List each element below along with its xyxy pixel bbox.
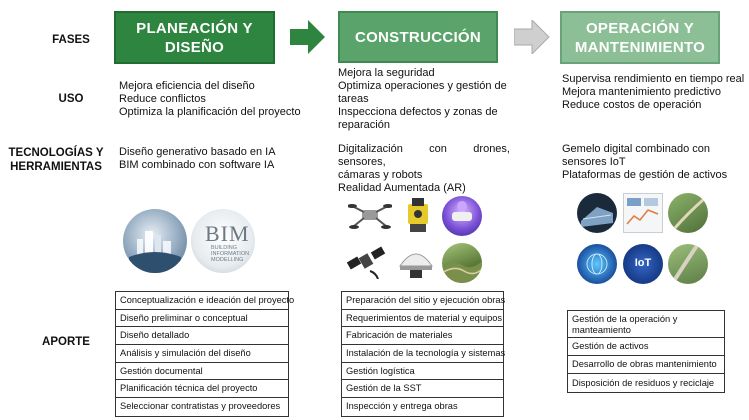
row-label-tecnologias-line1: TECNOLOGÍAS Y xyxy=(8,147,104,159)
uso-construccion xyxy=(338,67,510,132)
uso-construccion-line: reparación xyxy=(338,119,390,131)
uso-construccion-line: tareas xyxy=(338,93,369,105)
uso-construccion-line: Inspecciona defectos y zonas de xyxy=(338,106,498,118)
aporte-item: Diseño detallado xyxy=(116,327,288,345)
row-label-tecnologias xyxy=(6,146,106,174)
aporte-table-operacion xyxy=(567,310,725,393)
tech-planeacion-line: BIM combinado con software IA xyxy=(119,159,275,171)
uso-planeacion-line: Optimiza la planificación del proyecto xyxy=(119,106,301,118)
uso-operacion xyxy=(562,73,745,112)
phase-operacion-title-2: MANTENIMIENTO xyxy=(574,38,706,56)
aporte-item: Instalación de la tecnología y sistemas xyxy=(342,345,503,363)
aporte-item: Requerimientos de material y equipos xyxy=(342,310,503,328)
tech-construccion-line: cámaras y robots xyxy=(338,169,423,181)
aporte-item: Gestión de activos xyxy=(568,338,724,356)
aporte-table-planeacion xyxy=(115,291,295,417)
phase-planeacion-title-1: PLANEACIÓN Y xyxy=(136,19,253,37)
uso-planeacion xyxy=(119,80,319,119)
row-label-fases: FASES xyxy=(52,34,90,46)
aporte-item: Gestión de la SST xyxy=(342,380,503,398)
uso-construccion-line: Mejora la seguridad xyxy=(338,67,435,79)
iot-label: IoT xyxy=(634,257,652,269)
uso-operacion-line: Reduce costos de operación xyxy=(562,99,702,111)
city-model-icon xyxy=(123,209,187,273)
vr-headset-icon xyxy=(442,196,482,236)
bim-logo-sub xyxy=(211,245,249,263)
row-label-tecnologias-line2: HERRAMIENTAS xyxy=(10,161,102,173)
aporte-item: Seleccionar contratistas y proveedores xyxy=(120,401,281,412)
phase-construccion-title: CONSTRUCCIÓN xyxy=(354,28,482,46)
bim-logo-sub-line: INFORMATION xyxy=(211,251,250,257)
uso-operacion-line: Supervisa rendimiento en tiempo real xyxy=(562,73,745,85)
terrain-scan-icon xyxy=(442,243,482,283)
aporte-item: Gestión documental xyxy=(116,363,288,381)
arrow-right-light-icon xyxy=(514,20,550,54)
aporte-table-construccion xyxy=(341,291,504,417)
aporte-item-line: manteamiento xyxy=(572,325,631,335)
uso-operacion-line: Mejora mantenimiento predictivo xyxy=(562,86,721,98)
phase-operacion-box xyxy=(560,11,720,64)
highway-icon xyxy=(668,244,708,284)
aporte-item: Desarrollo de obras mantenimiento xyxy=(568,356,724,374)
tech-operacion xyxy=(562,143,732,182)
aporte-item-gestion-operacion xyxy=(568,311,724,338)
aporte-item: Análisis y simulación del diseño xyxy=(116,345,288,363)
gps-antenna-icon xyxy=(396,242,436,282)
tech-construccion-line: Digitalización con drones, sensores, xyxy=(338,143,510,168)
data-globe-icon xyxy=(577,244,617,284)
aporte-item: Conceptualización e ideación del proyecto xyxy=(116,292,288,310)
road-aerial-icon xyxy=(668,193,708,233)
dashboard-icon xyxy=(623,193,663,233)
tech-planeacion xyxy=(119,146,319,172)
row-label-aporte: APORTE xyxy=(42,336,90,348)
aporte-item: Planificación técnica del proyecto xyxy=(116,380,288,398)
phase-operacion-title-1: OPERACIÓN Y xyxy=(585,19,695,37)
phase-planeacion-box xyxy=(114,11,275,64)
uso-planeacion-line: Mejora eficiencia del diseño xyxy=(119,80,255,92)
aporte-item: Disposición de residuos y reciclaje xyxy=(572,377,715,388)
phase-planeacion-title-2: DISEÑO xyxy=(164,38,225,56)
arrow-right-icon xyxy=(290,20,326,54)
uso-construccion-line: Optimiza operaciones y gestión de xyxy=(338,80,507,92)
aporte-item: Preparación del sitio y ejecución obras xyxy=(342,292,503,310)
tech-operacion-line: Plataformas de gestión de activos xyxy=(562,169,728,181)
tech-planeacion-line: Diseño generativo basado en IA xyxy=(119,146,276,158)
satellite-icon xyxy=(346,245,386,279)
phase-construccion-box xyxy=(338,11,498,63)
aporte-item: Gestión logística xyxy=(342,363,503,381)
aporte-item: Fabricación de materiales xyxy=(342,327,503,345)
row-label-uso: USO xyxy=(58,93,84,105)
tech-construccion-line: Realidad Aumentada (AR) xyxy=(338,182,466,194)
iot-icon xyxy=(623,244,663,284)
aporte-item-line: Gestión de la operación y xyxy=(572,314,678,324)
total-station-icon xyxy=(400,194,436,234)
bim-logo-text: BIM xyxy=(205,221,250,246)
bim-logo-icon xyxy=(191,209,255,273)
bim-logo-sub-line: MODELLING xyxy=(211,257,244,263)
tech-operacion-line: Gemelo digital combinado con xyxy=(562,143,710,155)
drone-icon xyxy=(348,198,392,232)
digital-twin-icon xyxy=(577,193,617,233)
aporte-item: Inspección y entrega obras xyxy=(346,401,458,412)
aporte-item: Diseño preliminar o conceptual xyxy=(116,310,288,328)
bim-logo-sub-line: BUILDING xyxy=(211,245,237,251)
uso-planeacion-line: Reduce conflictos xyxy=(119,93,206,105)
tech-operacion-line: sensores IoT xyxy=(562,156,626,168)
tech-construccion xyxy=(338,143,510,195)
